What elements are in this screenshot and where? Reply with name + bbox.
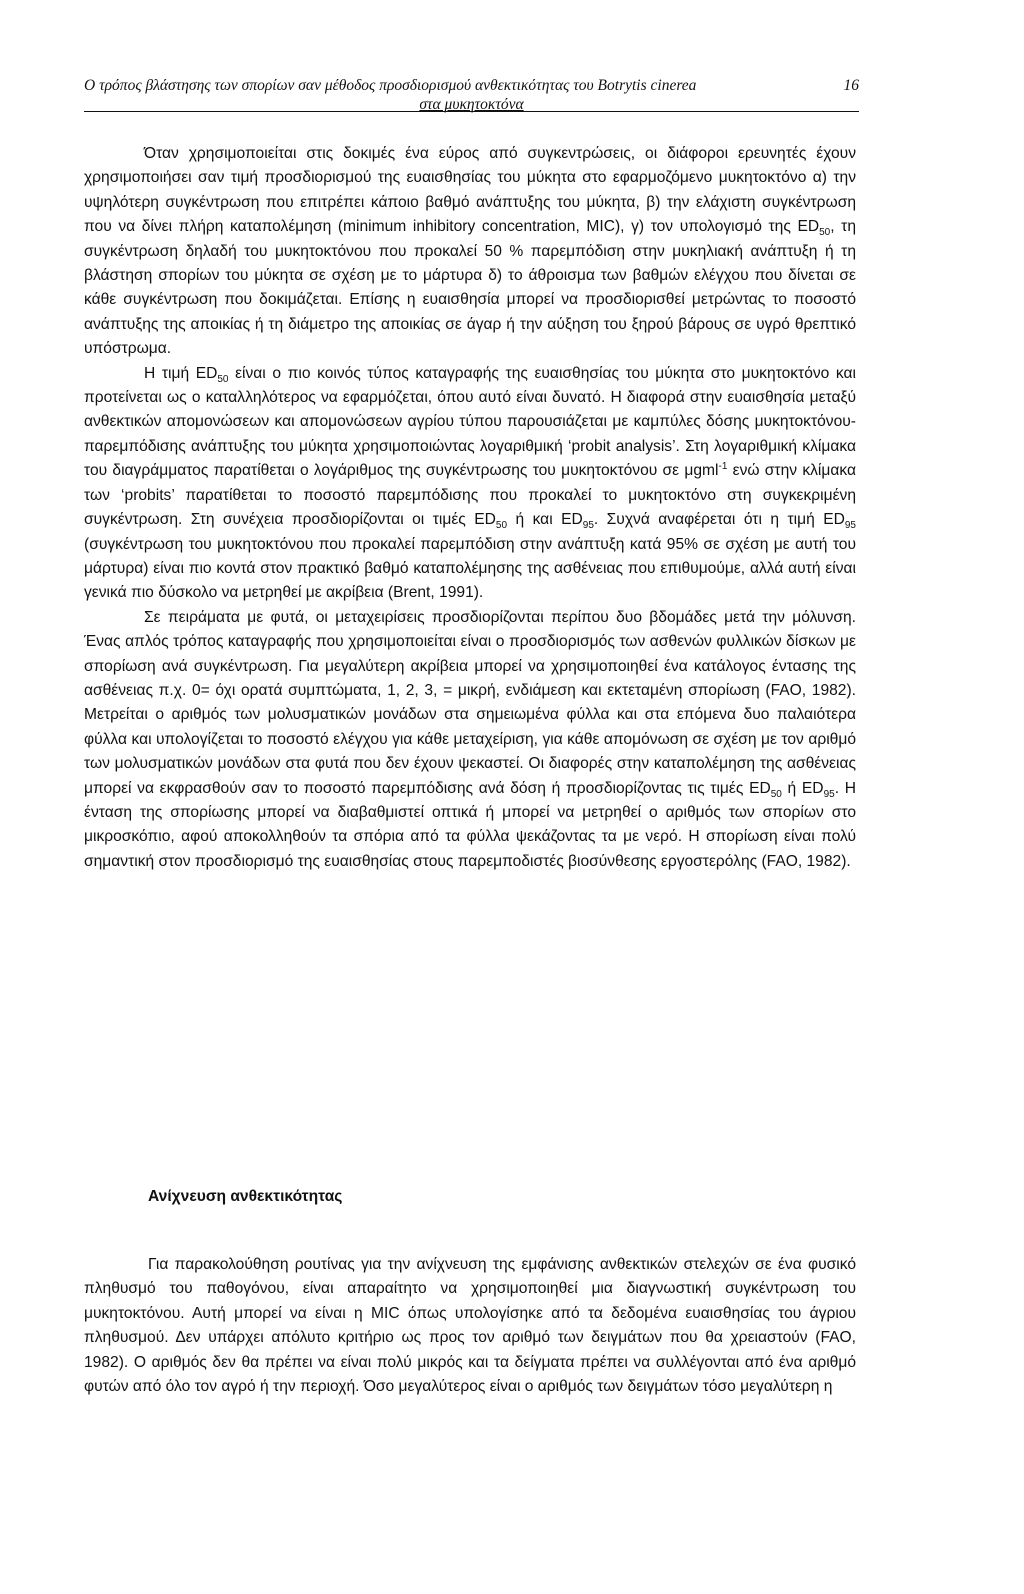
main-text bbox=[84, 142, 856, 874]
running-header bbox=[84, 76, 859, 114]
paragraph-1: Όταν χρησιμοποιείται στις δοκιμές ένα εύρος από συγκεντρώσεις, οι διάφοροι ερευνητές έχουν χρησιμοποιήσει σαν τιμή προσδιορισμού της ευαισθησίας του μύκητα στο εφαρμοζόμενο μυκητοκτόνο α) την υψηλότερη συγκέντρωση που επιτρέπει κάποιο βαθμό ανάπτυξης του μύκητα, β) την ελάχιστη συγκέντρωση που να δίνει πλήρη καταπολέμηση (minimum inhibitory concentration, MIC), γ) τον υπολογισμό της $ED_{50}$, τη συγκέντρωση δηλαδή του μυκητοκτόνου που προκαλεί 50 % παρεμπόδιση στην μυκηλιακή ανάπτυξη ή τη βλάστηση σπορίων του μύκητα σε σχέση με το μάρτυρα δ) το άθροισμα των βαθμών ελέγχου που δίνεται σε κάθε συγκέντρωση που δοκιμάζεται. Επίσης η ευαισθησία μπορεί να προσδιορισθεί μετρώντας το ποσοστό ανάπτυξης της αποικίας ή τη διάμετρο της αποικίας σε άγαρ ή την αύξηση του ξηρού βάρους σε υγρό θρεπτικό υπόστρωμα. bbox=[84, 145, 856, 358]
section-paragraph-1: Για παρακολούθηση ρουτίνας για την ανίχνευση της εμφάνισης ανθεκτικών στελεχών σε ένα φυσικό πληθυσμό του παθογόνου, είναι απαραίτητο να χρησιμοποιηθεί μια διαγνωστική συγκέντρωση του μυκητοκτόνου. Αυτή μπορεί να είναι η MIC όπως υπολογίσηκε από τα δεδομένα ευαισθησίας του άγριου πληθυσμού. Δεν υπάρχει απόλυτο κριτήριο ως προς τον αριθμό των δειγμάτων που θα χρειαστούν (FAO, 1982). Ο αριθμός δεν θα πρέπει να είναι πολύ μικρός και τα δείγματα πρέπει να συλλέγονται από ένα αριθμό φυτών από όλο τον αγρό ή την περιοχή. Όσο μεγαλύτερος είναι ο αριθμός των δειγμάτων τόσο μεγαλύτερη η bbox=[84, 1256, 856, 1396]
header-rule bbox=[84, 111, 859, 112]
header-title: Ο τρόπος βλάστησης των σπορίων σαν μέθοδος προσδιορισμού ανθεκτικότητας του Botrytis cinerea bbox=[84, 77, 697, 94]
paragraph-3: Σε πειράματα με φυτά, οι μεταχειρίσεις προσδιορίζονται περίπου δυο βδομάδες μετά την μόλυνση. Ένας απλός τρόπος καταγραφής που χρησιμοποιείται είναι ο προσδιορισμός των ασθενών φυλλικών δίσκων με σπορίωση ανά συγκέντρωση. Για μεγαλύτερη ακρίβεια μπορεί να χρησιμοποιηθεί ένα κατάλογος έντασης της ασθένειας π.χ. 0= όχι ορατά συμπτώματα, 1, 2, 3, = μικρή, ενδιάμεση και εκτεταμένη σπορίωση (FAO, 1982). Μετρείται ο αριθμός των μολυσματικών μονάδων στα σημειωμένα φύλλα και στα επόμενα δυο παλαιότερα φύλλα και υπολογίζεται το ποσοστό ελέγχου για κάθε μεταχείριση, για κάθε απομόνωση σε σχέση με τον αριθμό των μολυσματικών μονάδων στα φυτά που δεν έχουν ψεκαστεί. Οι διαφορές στην καταπολέμηση της ασθένειας μπορεί να εκφρασθούν σαν το ποσοστό παρεμπόδισης ανά δόση ή προσδιορίζοντας τις τιμές $ED_{50}$ ή $ED_{95}$. Η ένταση της σπορίωσης μπορεί να διαβαθμιστεί οπτικά ή μπορεί να μετρηθεί ο αριθμός των σπορίων στο μικροσκόπιο, αφού αποκολληθούν τα σπόρια από τα φύλλα ψεκάζοντας τα με νερό. Η σπορίωση είναι πολύ σημαντική στον προσδιορισμό της ευαισθησίας στους παρεμποδιστές βιοσύνθεσης εργοστερόλης (FAO, 1982). bbox=[84, 608, 856, 870]
page-number: 16 bbox=[843, 77, 859, 94]
paragraph-2: Η τιμή $ED_{50}$ είναι ο πιο κοινός τύπος καταγραφής της ευαισθησίας του μύκητα στο μυκητοκτόνο και προτείνεται ως ο καταλληλότερος να εφαρμόζεται, όπου αυτό είναι δυνατό. Η διαφορά στην ευαισθησία μεταξύ ανθεκτικών απομονώσεων και απομονώσεων αγρίου τύπου παρουσιάζεται με καμπύλες δόσης μυκητοκτόνου-παρεμπόδισης ανάπτυξης του μύκητα χρησιμοποιώντας λογαριθμική ‘probit analysis’. Στη λογαριθμική κλίμακα του διαγράμματος παρατίθεται ο λογάριθμος της συγκέντρωσης του μυκητοκτόνου σε μgml$^{-1}$ ενώ στην κλίμακα των ‘probits’ παρατίθεται το ποσοστό παρεμπόδισης που προκαλεί το μυκητοκτόνο στη συγκεκριμένη συγκέντρωση. Στη συνέχεια προσδιορίζονται οι τιμές $ED_{50}$ ή και $ED_{95}$. Συχνά αναφέρεται ότι η τιμή $ED_{95}$ (συγκέντρωση του μυκητοκτόνου που προκαλεί παρεμπόδιση στην ανάπτυξη κατά 95% σε σχέση με αυτή του μάρτυρα) είναι πιο κοντά στον πρακτικό βαθμό καταπολέμησης της ασθένειας που επιθυμούμε, αλλά αυτή είναι γενικά πιο δύσκολο να μετρηθεί με ακρίβεια (Brent, 1991). bbox=[84, 364, 857, 602]
header-title-continued: στα μυκητοκτόνα bbox=[419, 96, 524, 113]
section-heading: Ανίχνευση ανθεκτικότητας bbox=[148, 1188, 343, 1205]
section-text bbox=[84, 1253, 856, 1399]
